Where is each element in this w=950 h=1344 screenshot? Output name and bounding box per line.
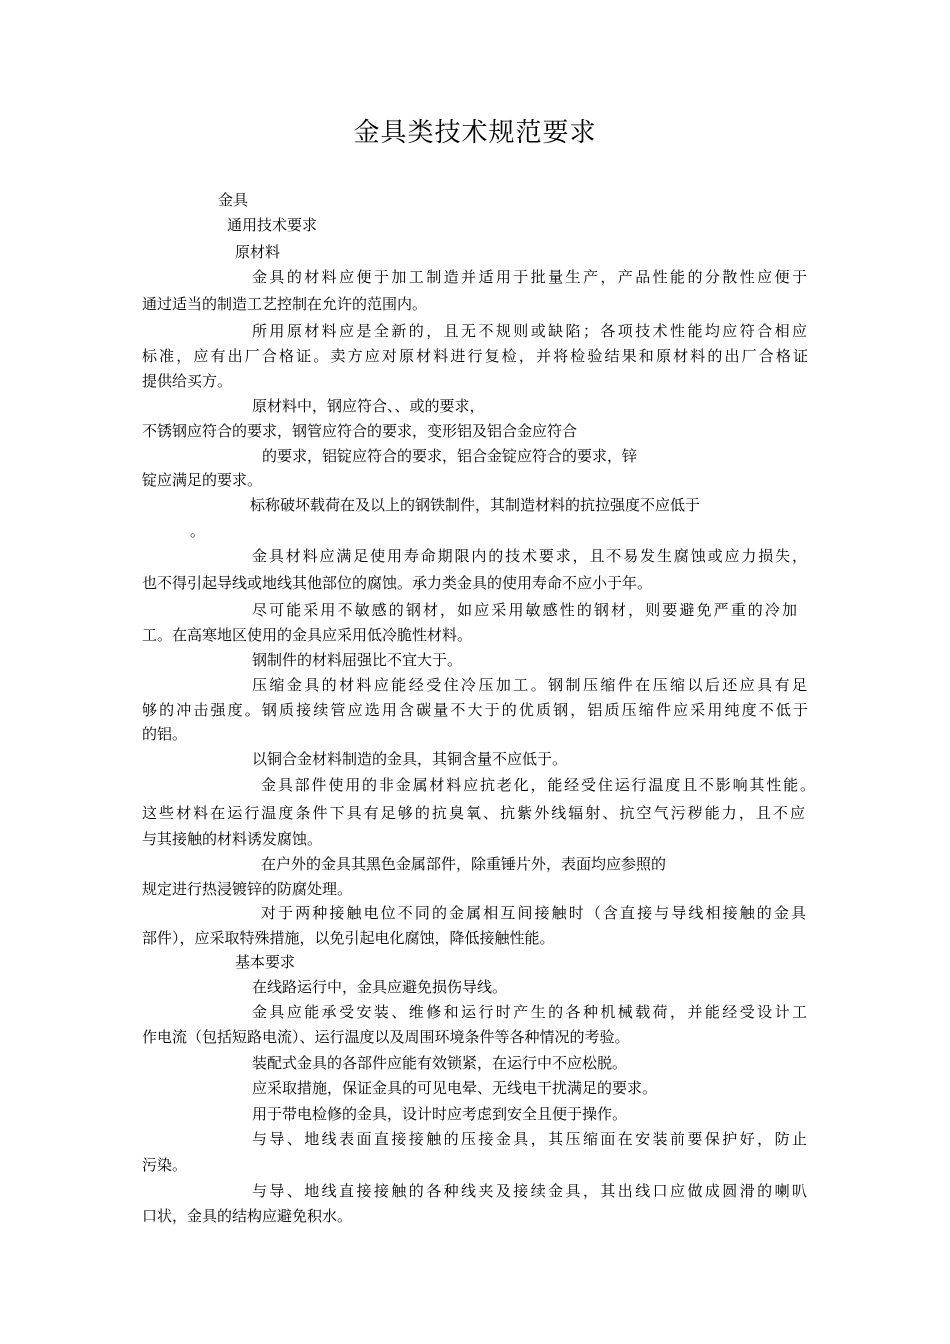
paragraph-line: 与导、地线直接接触的各种线夹及接续金具，其出线口应做成圆滑的喇叭 — [252, 1182, 807, 1200]
heading-raw-materials: 原材料 — [235, 243, 281, 261]
paragraph-line: 与导、地线表面直接接触的压接金具，其压缩面在安装前要保护好，防止 — [252, 1130, 807, 1148]
paragraph-line: 以铜合金材料制造的金具，其铜含量不应低于。 — [252, 750, 568, 768]
paragraph-line: 用于带电检修的金具，设计时应考虑到安全且便于操作。 — [252, 1105, 628, 1123]
paragraph-line: 金具的材料应便于加工制造并适用于批量生产，产品性能的分散性应便于 — [252, 268, 807, 286]
paragraph-line: 工。在高寒地区使用的金具应采用低冷脆性材料。 — [142, 626, 473, 644]
paragraph-line: 所用原材料应是全新的，且无不规则或缺陷；各项技术性能均应符合相应 — [252, 322, 807, 340]
paragraph-line: 口状，金具的结构应避免积水。 — [142, 1207, 353, 1225]
paragraph-line: 钢制件的材料屈强比不宜大于。 — [252, 651, 463, 669]
paragraph-line: 锭应满足的要求。 — [142, 471, 263, 489]
paragraph-line: 与其接触的材料诱发腐蚀。 — [142, 830, 323, 848]
paragraph-line: 不锈钢应符合的要求，钢管应符合的要求，变形铝及铝合金应符合 — [142, 422, 578, 440]
paragraph-line: 提供给买方。 — [142, 372, 233, 390]
paragraph-line: 尽可能采用不敏感的钢材，如应采用敏感性的钢材，则要避免严重的冷加 — [252, 601, 797, 619]
paragraph-line: 部件），应采取特殊措施，以免引起电化腐蚀，降低接触性能。 — [142, 929, 555, 947]
paragraph-line: 在户外的金具其黑色金属部件，除重锤片外，表面均应参照的 — [261, 855, 667, 873]
paragraph-line: 应采取措施，保证金具的可见电晕、无线电干扰满足的要求。 — [252, 1079, 658, 1097]
paragraph-line: 的要求，铝锭应符合的要求，铝合金锭应符合的要求，锌 — [262, 447, 638, 465]
paragraph-line: 压缩金具的材料应能经受住冷压加工。钢制压缩件在压缩以后还应具有足 — [252, 676, 807, 694]
paragraph-line: 在线路运行中，金具应避免损伤导线。 — [252, 978, 508, 996]
paragraph-line: 对于两种接触电位不同的金属相互间接触时（含直接与导线相接触的金具 — [261, 904, 806, 922]
paragraph-line: 污染。 — [142, 1156, 188, 1174]
paragraph-line: 通过适当的制造工艺控制在允许的范围内。 — [142, 295, 428, 313]
paragraph-line: 标准，应有出厂合格证。卖方应对原材料进行复检，并将检验结果和原材料的出厂合格证 — [142, 347, 808, 365]
paragraph-line: 规定进行热浸镀锌的防腐处理。 — [142, 880, 353, 898]
paragraph-line: 金具部件使用的非金属材料应抗老化，能经受住运行温度且不影响其性能。 — [261, 776, 815, 794]
paragraph-line: 这些材料在运行温度条件下具有足够的抗臭氧、抗紫外线辐射、抗空气污秽能力，且不应 — [142, 804, 805, 822]
paragraph-line: 原材料中，钢应符合、、或的要求， — [252, 397, 485, 415]
paragraph-line: 装配式金具的各部件应能有效锁紧，在运行中不应松脱。 — [252, 1054, 628, 1072]
heading-level1: 金具 — [218, 191, 249, 209]
paragraph-line: 。 — [190, 522, 206, 540]
paragraph-line: 的铝。 — [142, 725, 188, 743]
paragraph-line: 作电流（包括短路电流）、运行温度以及周围环境条件等各种情况的考验。 — [142, 1028, 630, 1046]
paragraph-line: 标称破坏载荷在及以上的钢铁制件，其制造材料的抗拉强度不应低于 — [250, 496, 701, 514]
paragraph-line: 也不得引起导线或地线其他部位的腐蚀。承力类金具的使用寿命不应小于年。 — [142, 574, 653, 592]
heading-level2: 通用技术要求 — [227, 216, 318, 234]
paragraph-line: 够的冲击强度。钢质接续管应选用含碳量不大于的优质钢，铝质压缩件应采用纯度不低于 — [142, 701, 808, 719]
paragraph-line: 金具材料应满足使用寿命期限内的技术要求，且不易发生腐蚀或应力损失， — [252, 547, 807, 565]
document-title: 金具类技术规范要求 — [353, 118, 597, 148]
heading-basic-requirements: 基本要求 — [235, 953, 296, 971]
paragraph-line: 金具应能承受安装、维修和运行时产生的各种机械载荷，并能经受设计工 — [252, 1003, 807, 1021]
